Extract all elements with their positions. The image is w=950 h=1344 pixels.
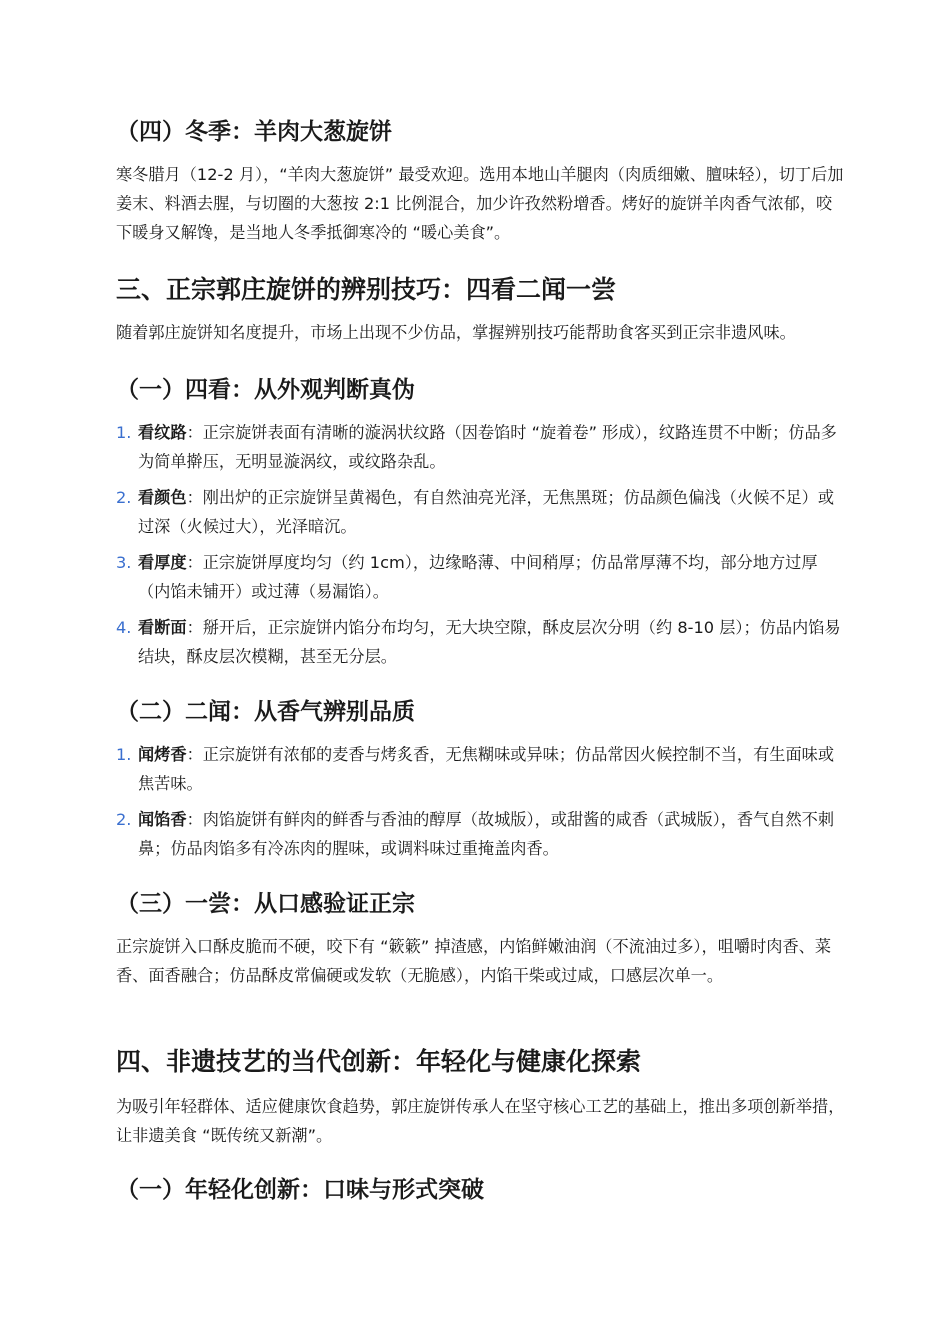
taste-paragraph: 正宗旋饼入口酥皮脆而不硬，咬下有 “簌簌” 掉渣感，内馅鲜嫩油润（不流油过多），咀嚼时肉香、菜香、面香融合；仿品酥皮常偏硬或发软（无脆感），内馅干柴或过咸，口感层次单一。 bbox=[116, 937, 832, 985]
list-term: 看纹路 bbox=[138, 423, 187, 442]
list-text: ：正宗旋饼有浓郁的麦香与烤炙香，无焦糊味或异味；仿品常因火候控制不当，有生面味或焦苦味。 bbox=[138, 745, 835, 793]
list-item bbox=[116, 740, 846, 798]
list-text: ：正宗旋饼表面有清晰的漩涡状纹路（因卷馅时 “旋着卷” 形成），纹路连贯不中断；仿品多为简单擀压，无明显漩涡纹，或纹路杂乱。 bbox=[138, 423, 837, 471]
list-term: 看颜色 bbox=[138, 488, 187, 507]
smell-list bbox=[116, 740, 846, 870]
list-term: 看厚度 bbox=[138, 553, 187, 572]
list-item bbox=[116, 548, 846, 606]
list-text: ：刚出炉的正宗旋饼呈黄褐色，有自然油亮光泽，无焦黑斑；仿品颜色偏浅（火候不足）或过深（火候过大），光泽暗沉。 bbox=[138, 488, 835, 536]
list-item bbox=[116, 805, 846, 863]
list-number: 2. bbox=[116, 488, 132, 507]
list-number: 4. bbox=[116, 618, 132, 637]
smell-heading: （二）二闻：从香气辨别品质 bbox=[116, 699, 415, 725]
list-number: 1. bbox=[116, 423, 132, 442]
list-number: 3. bbox=[116, 553, 132, 572]
list-term: 闻馅香 bbox=[138, 810, 187, 829]
section4-intro: 为吸引年轻群体、适应健康饮食趋势，郭庄旋饼传承人在坚守核心工艺的基础上，推出多项创新举措，让非遗美食 “既传统又新潮”。 bbox=[116, 1097, 845, 1145]
section3-heading: 三、正宗郭庄旋饼的辨别技巧：四看二闻一尝 bbox=[116, 275, 617, 304]
list-item bbox=[116, 418, 846, 476]
list-text: ：正宗旋饼厚度均匀（约 1cm），边缘略薄、中间稍厚；仿品常厚薄不均，部分地方过厚（内馅未铺开）或过薄（易漏馅）。 bbox=[138, 553, 818, 601]
section3-intro: 随着郭庄旋饼知名度提升，市场上出现不少仿品，掌握辨别技巧能帮助食客买到正宗非遗风味。 bbox=[116, 323, 796, 342]
youth-innovation-heading: （一）年轻化创新：口味与形式突破 bbox=[116, 1177, 484, 1203]
taste-heading: （三）一尝：从口感验证正宗 bbox=[116, 891, 415, 917]
list-item bbox=[116, 483, 846, 541]
list-term: 闻烤香 bbox=[138, 745, 187, 764]
list-term: 看断面 bbox=[138, 618, 187, 637]
list-number: 1. bbox=[116, 745, 132, 764]
list-text: ：肉馅旋饼有鲜肉的鲜香与香油的醇厚（故城版），或甜酱的咸香（武城版），香气自然不刺鼻；仿品肉馅多有冷冻肉的腥味，或调料味过重掩盖肉香。 bbox=[138, 810, 835, 858]
winter-paragraph: 寒冬腊月（12-2 月），“羊肉大葱旋饼” 最受欢迎。选用本地山羊腿肉（肉质细嫩、膻味轻），切丁后加姜末、料酒去腥，与切圈的大葱按 2:1 比例混合，加少许孜然粉增香。烤好的旋饼羊肉香气浓郁，咬下暖身又解馋，是当地人冬季抵御寒冷的 “暖心美食”。 bbox=[116, 165, 844, 242]
look-heading: （一）四看：从外观判断真伪 bbox=[116, 377, 415, 403]
winter-heading: （四）冬季：羊肉大葱旋饼 bbox=[116, 119, 392, 145]
section4-heading: 四、非遗技艺的当代创新：年轻化与健康化探索 bbox=[116, 1047, 642, 1076]
list-number: 2. bbox=[116, 810, 132, 829]
list-text: ：掰开后，正宗旋饼内馅分布均匀，无大块空隙，酥皮层次分明（约 8-10 层）；仿品内馅易结块，酥皮层次模糊，甚至无分层。 bbox=[138, 618, 841, 666]
look-list bbox=[116, 418, 846, 678]
list-item bbox=[116, 613, 846, 671]
